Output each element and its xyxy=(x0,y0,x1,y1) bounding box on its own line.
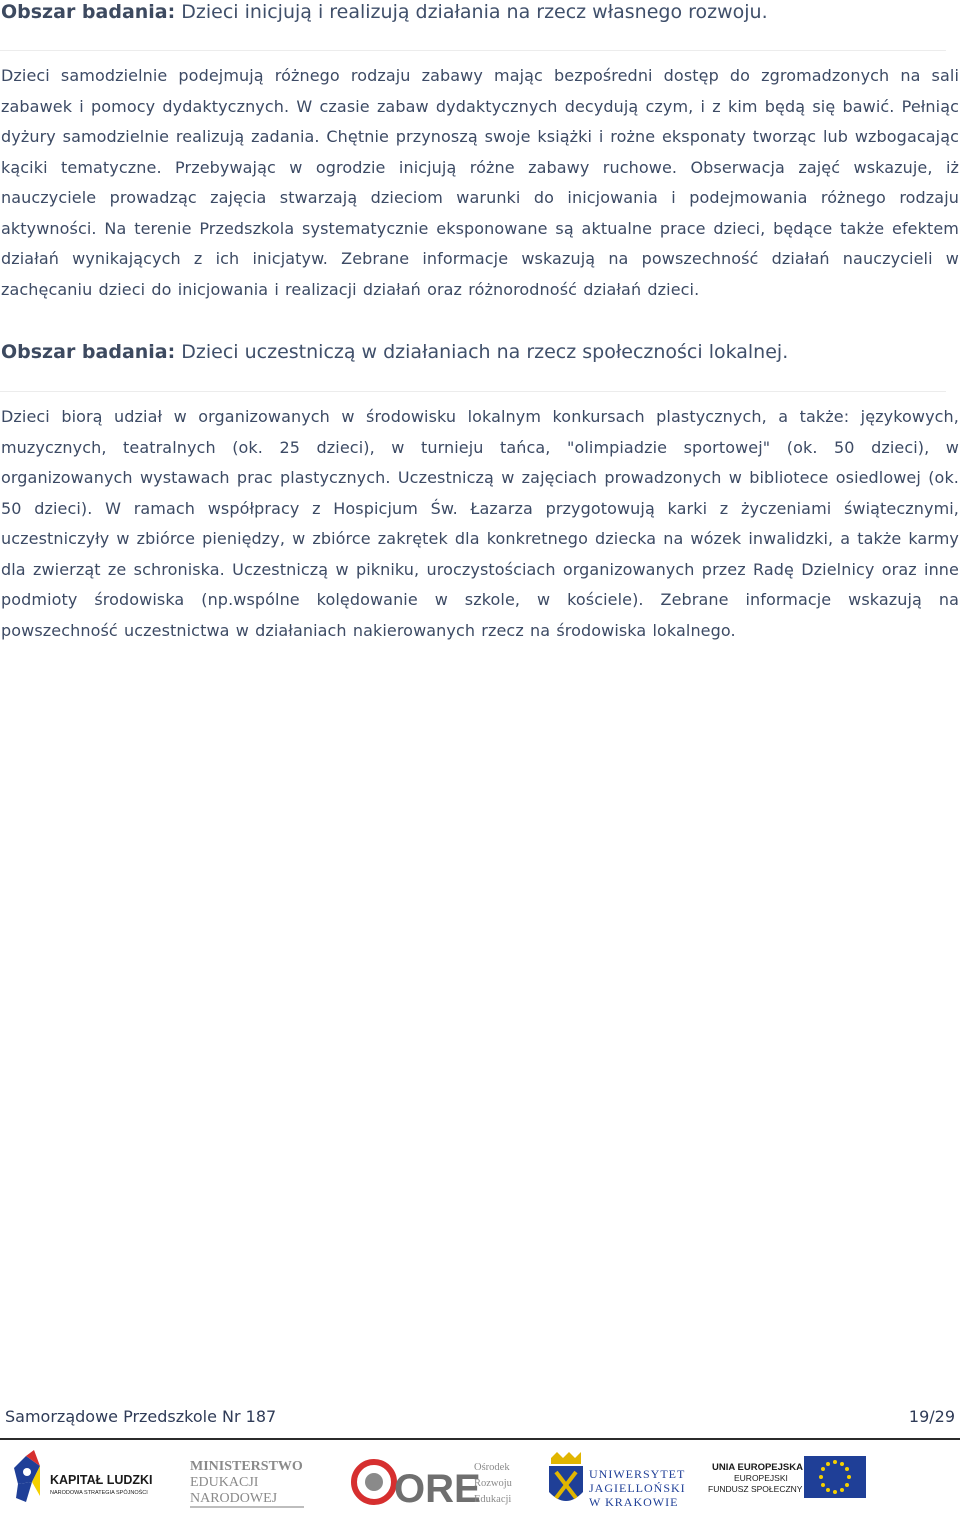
section-title-label: Obszar badania: xyxy=(1,1,176,23)
ore-line3: Edukacji xyxy=(474,1494,512,1505)
ue-line2: EUROPEJSKI xyxy=(734,1473,788,1483)
section-body: Dzieci samodzielnie podejmują różnego rodzaju zabawy mając bezpośredni dostęp do zgromadzonych na sali zabawek i pomocy dydaktycznych. W czasie zabaw dydaktycznych decydują czym, i z kim będą się bawić. Pełniąc dyżury samodzielnie realizują zadania. Chętnie przynoszą swoje książki i rożne eksponaty tworząc lub wzbogacając kąciki tematyczne. Przebywając w ogrodzie inicjują różne zabawy ruchowe. Obserwacja zajęć wskazuje, iż nauczyciele prowadząc zajęcia stwarzają dzieciom warunki do inicjowania i podejmowania różnego rodzaju aktywności. Na terenie Przedszkola systematycznie eksponowane są aktualne prace dzieci, będące także efektem działań wynikających z ich inicjatyw. Zebrane informacje wskazują na powszechność działań nauczycieli w zachęcaniu dzieci do inicjowania i realizacji działań oraz różnorodność działań dzieci. xyxy=(1,66,959,299)
ore-mark: ORE xyxy=(394,1467,481,1511)
kapital-ludzki-line1: KAPITAŁ LUDZKI xyxy=(50,1473,153,1487)
ue-line1: UNIA EUROPEJSKA xyxy=(712,1462,803,1473)
ore-logo xyxy=(350,1448,520,1518)
footer-institution: Samorządowe Przedszkole Nr 187 xyxy=(5,1407,277,1426)
ore-line1: Ośrodek xyxy=(474,1462,510,1473)
kapital-ludzki-logo xyxy=(10,1448,170,1518)
uj-line3: W KRAKOWIE xyxy=(589,1495,679,1509)
divider xyxy=(0,50,946,51)
page-number: 19/29 xyxy=(908,1407,955,1426)
footer-divider xyxy=(0,1438,960,1440)
ministerstwo-logo xyxy=(188,1448,318,1518)
uj-line2: JAGIELLOŃSKI xyxy=(589,1481,686,1495)
uj-line1: UNIWERSYTET xyxy=(589,1467,686,1481)
ministerstwo-line2: EDUKACJI xyxy=(190,1475,259,1490)
section-title xyxy=(1,0,768,24)
logo-strip xyxy=(0,1448,960,1524)
section-body: Dzieci biorą udział w organizowanych w środowisku lokalnym konkursach plastycznych, a także: językowych, muzycznych, teatralnych (ok. 25 dzieci), w turnieju tańca, "olimpiadzie sportowej" (ok. 50 dzieci), w organizowanych wystawach prac plastycznych. Uczestniczą w zajęciach prowadzonych w bibliotece osiedlowej (ok. 50 dzieci). W ramach współpracy z Hospicjum Św. Łazarza przygotowują karki z życzeniami świątecznymi, uczestniczyły w zbiórce pieniędzy, w zbiórce zakrętek dla konkretnego dziecka na wózek inwalidzki, a także karmy dla zwierząt ze schroniska. Uczestniczą w pikniku, uroczystościach organizowanych przez Radę Dzielnicy oraz inne podmioty środowiska (np.wspólne kolędowanie w szkole, w kościele). Zebrane informacje wskazują na powszechność uczestnictwa w działaniach nakierowanych rzecz na środowiska lokalnego. xyxy=(1,407,959,640)
divider xyxy=(0,391,946,392)
section-title xyxy=(1,340,788,364)
ore-line2: Rozwoju xyxy=(474,1478,512,1489)
section-title-text: Dzieci uczestniczą w działaniach na rzecz społeczności lokalnej. xyxy=(181,341,789,363)
ue-line3: FUNDUSZ SPOŁECZNY xyxy=(708,1484,803,1494)
unia-europejska-logo xyxy=(708,1448,873,1518)
section-title-text: Dzieci inicjują i realizują działania na rzecz własnego rozwoju. xyxy=(181,1,768,23)
uniwersytet-jagiellonski-logo xyxy=(545,1448,690,1518)
ministerstwo-line1: MINISTERSTWO xyxy=(190,1459,303,1474)
section-title-label: Obszar badania: xyxy=(1,341,176,363)
ministerstwo-line3: NARODOWEJ xyxy=(190,1491,278,1506)
kapital-ludzki-line2: NARODOWA STRATEGIA SPÓJNOŚCI xyxy=(50,1490,148,1496)
